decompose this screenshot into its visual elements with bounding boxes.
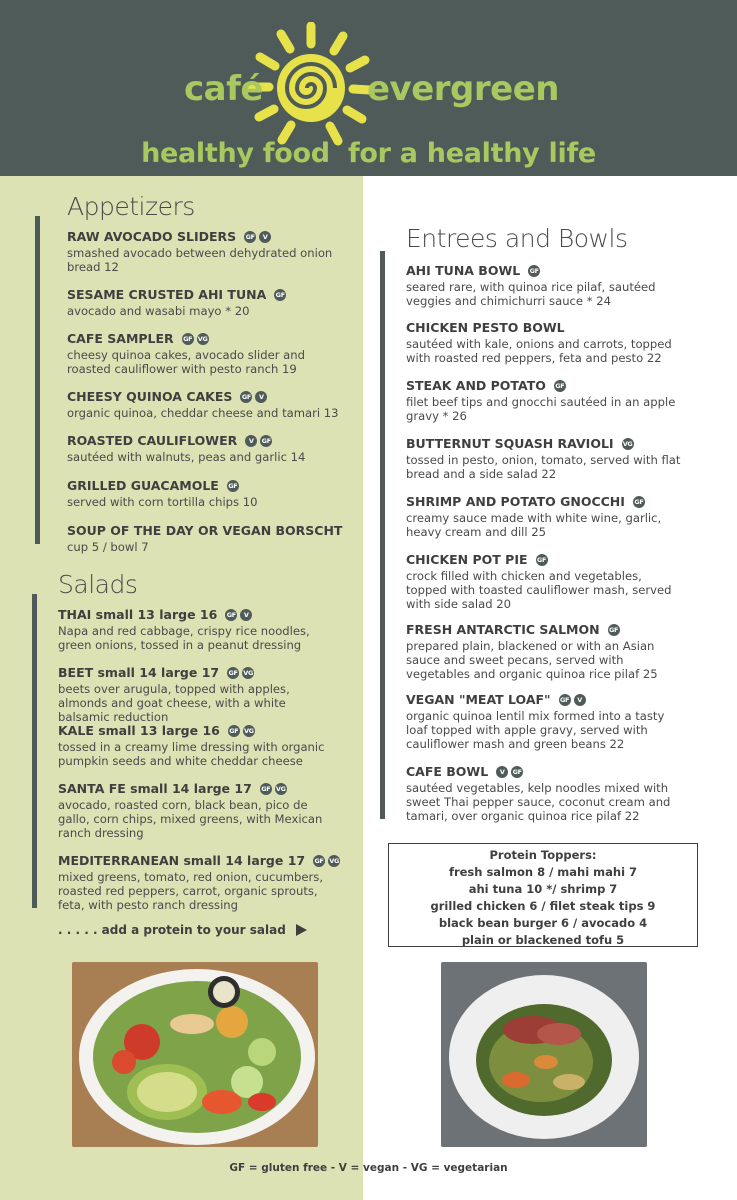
menu-item-name-row xyxy=(406,692,684,707)
menu-item-description: organic quinoa lentil mix formed into a tasty loaf topped with apple gravy, served with cauliflower mash and green beans 22 xyxy=(406,709,665,751)
menu-item-name: KALE small 13 large 16 xyxy=(58,723,220,738)
dietary-badge-vg-icon: VG xyxy=(243,726,254,735)
menu-item xyxy=(406,692,684,751)
dietary-badges xyxy=(554,380,566,392)
arrow-right-icon xyxy=(296,924,307,936)
dietary-badge-vg-icon: VG xyxy=(243,668,253,677)
menu-item-description: cheesy quinoa cakes, avocado slider and roasted cauliflower with pesto ranch 19 xyxy=(67,348,305,376)
menu-item-name: ROASTED CAULIFLOWER xyxy=(67,433,238,448)
dietary-badges xyxy=(622,438,634,450)
dietary-badge-vg-icon: VG xyxy=(622,439,633,448)
dietary-badges xyxy=(608,624,620,636)
menu-item-name: BUTTERNUT SQUASH RAVIOLI xyxy=(406,436,614,451)
menu-item-description: smashed avocado between dehydrated onion bread 12 xyxy=(67,246,333,274)
add-protein-text: . . . . . add a protein to your salad xyxy=(58,923,286,937)
ahi-tuna-bowl-photo xyxy=(441,962,647,1147)
dietary-badge-gf-icon: GF xyxy=(226,610,236,619)
dietary-badge-gf-icon: GF xyxy=(261,436,271,445)
menu-item xyxy=(406,764,684,823)
menu-item-name: CHEESY QUINOA CAKES xyxy=(67,389,233,404)
dietary-badge-gf-icon: GF xyxy=(529,266,539,275)
menu-item-description: sautéed with walnuts, peas and garlic 14 xyxy=(67,450,306,464)
dietary-badge-gf-icon: GF xyxy=(228,481,238,490)
menu-item xyxy=(58,607,340,652)
dietary-badges xyxy=(633,496,645,508)
dietary-badge-v-icon: V xyxy=(240,609,252,621)
dietary-badge-gf-icon: GF xyxy=(314,856,324,865)
menu-item-name: SHRIMP AND POTATO GNOCCHI xyxy=(406,494,625,509)
menu-item xyxy=(58,853,340,912)
add-protein-note xyxy=(58,923,307,937)
dietary-badge-gf-icon: GF xyxy=(559,695,570,704)
menu-item-name-row xyxy=(67,389,342,404)
tagline: healthy food for a healthy life xyxy=(141,138,596,169)
menu-item-description: mixed greens, tomato, red onion, cucumbers, roasted red peppers, carrot, organic sprouts, feta, with pesto ranch dressing xyxy=(58,870,324,912)
menu-item-description: filet beef tips and gnocchi sautéed in an apple gravy * 26 xyxy=(406,395,676,423)
dietary-badges xyxy=(528,265,540,277)
menu-item-name-row xyxy=(67,523,342,538)
dietary-badges xyxy=(536,554,548,566)
dietary-badge-v-icon: V xyxy=(255,391,267,403)
dietary-badge-vg-icon: VG xyxy=(197,334,208,343)
menu-item xyxy=(406,436,684,481)
dietary-badges xyxy=(496,766,523,778)
dietary-badge-gf-icon: GF xyxy=(229,726,239,735)
dietary-badge-v-icon: V xyxy=(574,694,586,706)
menu-item-name: SOUP OF THE DAY OR VEGAN BORSCHT xyxy=(67,523,343,538)
menu-item-name-row xyxy=(67,331,342,346)
menu-item-name-row xyxy=(58,781,340,796)
menu-item xyxy=(406,552,684,611)
menu-item xyxy=(406,378,684,423)
protein-topper-line: fresh salmon 8 / mahi mahi 7 xyxy=(448,865,638,879)
menu-item-name: VEGAN "MEAT LOAF" xyxy=(406,692,551,707)
menu-item-name-row xyxy=(406,494,684,509)
dietary-badges xyxy=(182,333,209,345)
appetizers-title: Appetizers xyxy=(67,192,195,221)
protein-toppers-title: Protein Toppers: xyxy=(489,848,597,862)
menu-item-description: sautéed with kale, onions and carrots, topped with roasted red peppers, feta and pesto 22 xyxy=(406,337,672,365)
menu-item xyxy=(67,433,342,464)
menu-item-name-row xyxy=(58,723,340,738)
appetizers-accent-bar xyxy=(35,216,40,544)
dietary-badge-v-icon: V xyxy=(245,435,257,447)
menu-item-description: creamy sauce made with white wine, garlic, heavy cream and dill 25 xyxy=(406,511,662,539)
dietary-badge-gf-icon: GF xyxy=(536,555,547,564)
menu-item-name: THAI small 13 large 16 xyxy=(58,607,218,622)
menu-item-name-row xyxy=(58,665,340,680)
protein-topper-line: grilled chicken 6 / filet steak tips 9 xyxy=(430,899,656,913)
menu-item-name-row xyxy=(67,433,342,448)
dietary-legend: GF = gluten free - V = vegan - VG = vegetarian xyxy=(229,1162,508,1174)
menu-item-name: RAW AVOCADO SLIDERS xyxy=(67,229,237,244)
menu-item xyxy=(406,263,684,308)
dietary-badge-v-icon: V xyxy=(496,766,508,778)
dietary-badges xyxy=(244,231,271,243)
menu-item-name: BEET small 14 large 17 xyxy=(58,665,220,680)
menu-item-description: cup 5 / bowl 7 xyxy=(67,540,149,554)
dietary-badges xyxy=(240,391,267,403)
protein-topper-line: black bean burger 6 / avocado 4 xyxy=(438,916,648,930)
menu-item-name-row xyxy=(406,263,684,278)
menu-item xyxy=(67,229,342,274)
dietary-badges xyxy=(559,694,586,706)
menu-item-name-row xyxy=(406,552,684,567)
menu-item-description: tossed in pesto, onion, tomato, served with flat bread and a side salad 22 xyxy=(406,453,681,481)
dietary-badges xyxy=(245,435,272,447)
dietary-badge-gf-icon: GF xyxy=(608,625,619,634)
dietary-badge-gf-icon: GF xyxy=(555,381,565,390)
menu-item-name-row xyxy=(406,378,684,393)
menu-item xyxy=(406,622,684,681)
menu-item-name-row xyxy=(406,622,684,637)
menu-item-description: prepared plain, blackened or with an Asian sauce and sweet pecans, served with vegetables and organic quinoa rice pilaf 25 xyxy=(406,639,658,681)
salads-accent-bar xyxy=(32,594,37,908)
brand-name-left: café xyxy=(184,69,263,109)
menu-item-name-row xyxy=(67,229,342,244)
menu-item xyxy=(67,523,342,554)
menu-item-name: MEDITERRANEAN small 14 large 17 xyxy=(58,853,306,868)
menu-item xyxy=(67,478,342,509)
dietary-badge-vg-icon: VG xyxy=(329,856,339,865)
menu-item-name: STEAK AND POTATO xyxy=(406,378,546,393)
menu-item-description: tossed in a creamy lime dressing with organic pumpkin seeds and white cheddar cheese xyxy=(58,740,325,768)
menu-item xyxy=(67,331,342,376)
protein-topper-line: plain or blackened tofu 5 xyxy=(461,933,625,947)
menu-item-name-row xyxy=(58,853,340,868)
menu-item-name: CAFE SAMPLER xyxy=(67,331,174,346)
menu-item-description: avocado, roasted corn, black bean, pico de gallo, corn chips, mixed greens, with Mexican ranch dressing xyxy=(58,798,323,840)
menu-item xyxy=(67,389,342,420)
menu-item-name-row xyxy=(406,320,684,335)
menu-item-description: avocado and wasabi mayo * 20 xyxy=(67,304,250,318)
header xyxy=(0,0,737,176)
menu-item xyxy=(58,781,340,840)
menu-item-description: Napa and red cabbage, crispy rice noodles, green onions, tossed in a peanut dressing xyxy=(58,624,310,652)
dietary-badges xyxy=(274,289,286,301)
menu-item-name-row xyxy=(58,607,340,622)
menu-item-name: GRILLED GUACAMOLE xyxy=(67,478,219,493)
menu-item-name: CHICKEN POT PIE xyxy=(406,552,528,567)
dietary-badge-v-icon: V xyxy=(259,231,271,243)
dietary-badge-gf-icon: GF xyxy=(245,232,255,241)
menu-item-description: seared rare, with quinoa rice pilaf, sautéed veggies and chimichurri sauce * 24 xyxy=(406,280,656,308)
dietary-badges xyxy=(225,609,252,621)
salad-photo xyxy=(72,962,318,1147)
menu-item xyxy=(58,723,340,768)
dietary-badge-gf-icon: GF xyxy=(183,334,193,343)
menu-item-name: FRESH ANTARCTIC SALMON xyxy=(406,622,600,637)
menu-item-name: AHI TUNA BOWL xyxy=(406,263,521,278)
menu-item-name: CAFE BOWL xyxy=(406,764,489,779)
menu-item-description: sautéed vegetables, kelp noodles mixed with sweet Thai pepper sauce, coconut cream and tamari, over organic quinoa rice pilaf 22 xyxy=(406,781,671,823)
dietary-badge-gf-icon: GF xyxy=(228,668,238,677)
dietary-badge-gf-icon: GF xyxy=(512,767,522,776)
salads-title: Salads xyxy=(58,570,138,599)
menu-item-name-row xyxy=(67,478,342,493)
entrees-title: Entrees and Bowls xyxy=(406,224,628,253)
dietary-badge-gf-icon: GF xyxy=(261,784,271,793)
menu-item-name-row xyxy=(406,764,684,779)
dietary-badges xyxy=(227,480,239,492)
protein-toppers-box xyxy=(388,843,698,947)
dietary-badges xyxy=(313,855,340,867)
dietary-badge-gf-icon: GF xyxy=(241,392,251,401)
menu-item-name-row xyxy=(67,287,342,302)
dietary-badges xyxy=(228,725,255,737)
menu-item-name: SESAME CRUSTED AHI TUNA xyxy=(67,287,267,302)
dietary-badge-gf-icon: GF xyxy=(275,290,285,299)
menu-item-name: SANTA FE small 14 large 17 xyxy=(58,781,252,796)
dietary-badge-gf-icon: GF xyxy=(634,497,644,506)
dietary-badge-vg-icon: VG xyxy=(275,784,286,793)
sun-logo-icon xyxy=(246,22,376,152)
menu-item xyxy=(67,287,342,318)
menu-item-description: beets over arugula, topped with apples, almonds and goat cheese, with a white balsamic reduction xyxy=(58,682,290,724)
protein-topper-line: ahi tuna 10 */ shrimp 7 xyxy=(468,882,618,896)
menu-item-description: served with corn tortilla chips 10 xyxy=(67,495,258,509)
brand-name-right: evergreen xyxy=(367,69,559,109)
menu-item-description: crock filled with chicken and vegetables, topped with toasted cauliflower mash, served with side salad 20 xyxy=(406,569,672,611)
dietary-badges xyxy=(260,783,287,795)
menu-item xyxy=(406,494,684,539)
menu-item-name: CHICKEN PESTO BOWL xyxy=(406,320,565,335)
menu-item-name-row xyxy=(406,436,684,451)
dietary-badges xyxy=(227,667,254,679)
menu-item xyxy=(406,320,684,365)
entrees-accent-bar xyxy=(380,251,385,819)
menu-item xyxy=(58,665,340,724)
menu-item-description: organic quinoa, cheddar cheese and tamari 13 xyxy=(67,406,339,420)
